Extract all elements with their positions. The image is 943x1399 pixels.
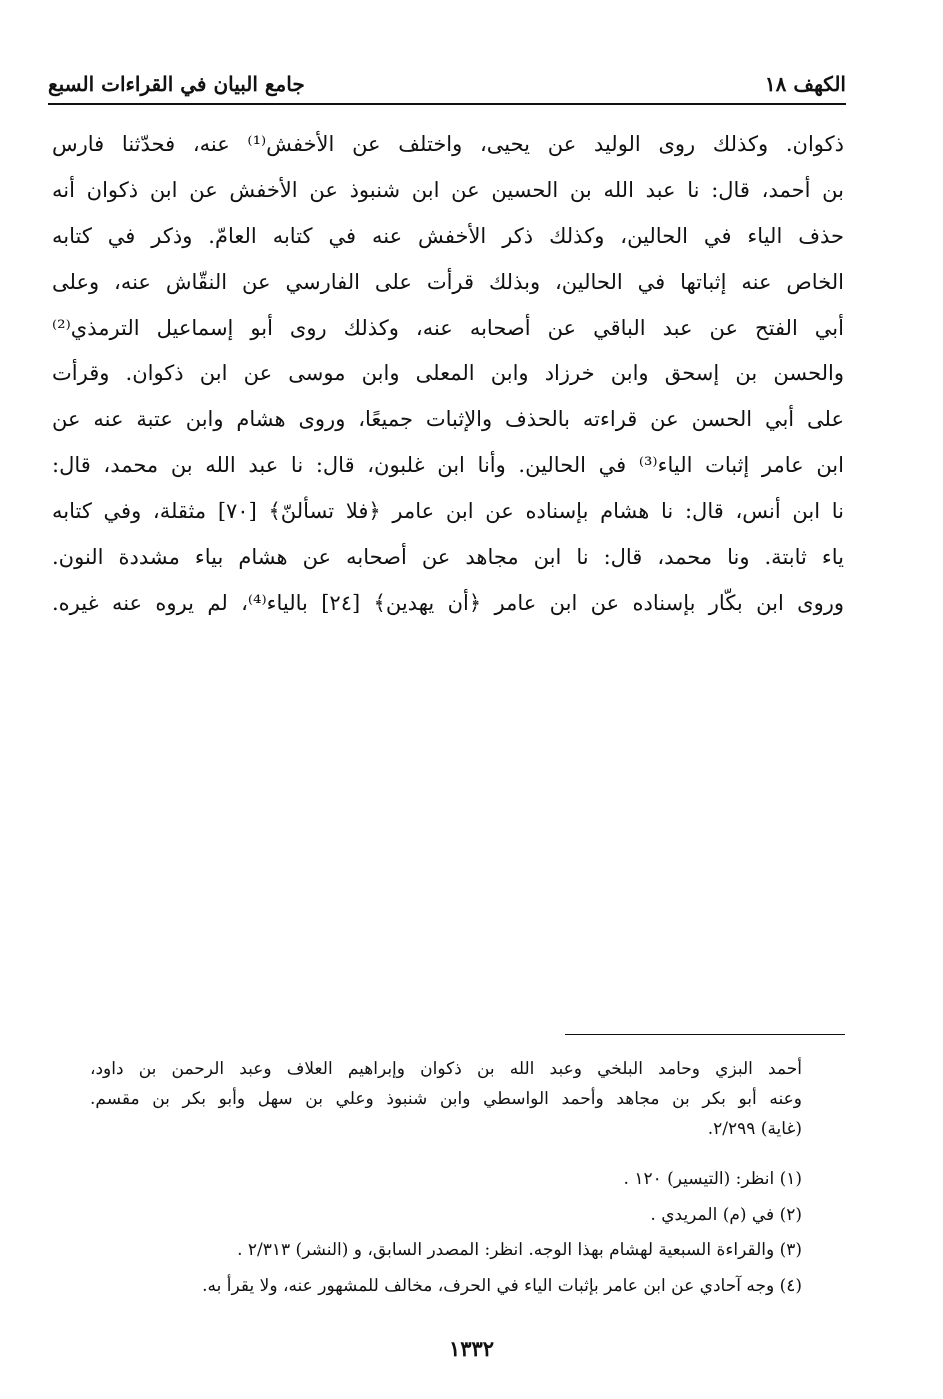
main-text	[52, 122, 844, 627]
text-line: والحسن بن إسحق وابن خرزاد وابن المعلى وابن موسى عن ابن ذكوان. وقرأت	[52, 361, 844, 386]
footnote-rule	[565, 1034, 845, 1035]
text-line: ذكوان. وكذلك روى الوليد عن يحيى، واختلف عن الأخفش⁽¹⁾ عنه، فحدّثنا فارس	[52, 132, 844, 156]
page-number: ١٣٣٢	[448, 1336, 495, 1361]
footnote-1: (١) انظر: (التيسير) ١٢٠ .	[623, 1169, 802, 1189]
running-header	[48, 62, 846, 102]
footnote-2: (٢) في (م) المريدي .	[650, 1204, 802, 1225]
text-line: حذف الياء في الحالين، وكذلك ذكر الأخفش عنه في كتابه العامّ. وذكر في كتابه	[52, 223, 844, 248]
footnote-4: (٤) وجه آحادي عن ابن عامر بإثبات الياء في الحرف، مخالف للمشهور عنه، ولا يقرأ به.	[202, 1275, 802, 1296]
text-line: نا ابن أنس، قال: نا هشام بإسناده عن ابن عامر ﴿فلا تسألنّ﴾ [٧٠] مثقلة، وفي كتابه	[52, 499, 845, 524]
footnotes	[90, 1162, 802, 1304]
book-title: جامع البيان في القراءات السبع	[48, 72, 305, 96]
footnote-line: أحمد البزي وحامد البلخي وعبد الله بن ذكوان وإبراهيم العلاف وعبد الرحمن بن داود،	[90, 1059, 802, 1079]
footnote-continuation	[90, 1054, 802, 1144]
footnote-line: وعنه أبو بكر بن مجاهد وأحمد الواسطي وابن شنبوذ وعلي بن سهل وأبو بكر بن مقسم.	[90, 1089, 802, 1109]
text-line: على أبي الحسن عن قراءته بالحذف والإثبات جميعًا، وروى هشام وابن عتبة عنه عن	[52, 407, 844, 432]
text-line: ابن عامر إثبات الياء⁽³⁾ في الحالين. وأنا ابن غلبون، قال: نا عبد الله بن محمد، قال:	[52, 453, 844, 478]
text-line: بن أحمد، قال: نا عبد الله بن الحسين عن ابن شنبوذ عن الأخفش عن ابن ذكوان أنه	[52, 177, 844, 202]
surah-page-label: الكهف ١٨	[764, 72, 846, 96]
footnote-3: (٣) والقراءة السبعية لهشام بهذا الوجه. انظر: المصدر السابق، و (النشر) ٢/٣١٣ .	[237, 1240, 802, 1260]
header-rule	[48, 103, 846, 105]
footnote-line: (غاية) ٢/٢٩٩.	[707, 1119, 802, 1139]
text-line: وروى ابن بكّار بإسناده عن ابن عامر ﴿أن يهدين﴾ [٢٤] بالياء⁽⁴⁾، لم يروه عنه غيره.	[52, 590, 845, 615]
text-line: أبي الفتح عن عبد الباقي عن أصحابه عنه، وكذلك روى أبو إسماعيل الترمذي⁽²⁾	[52, 315, 844, 340]
text-line: ياء ثابتة. ونا محمد، قال: نا ابن مجاهد عن أصحابه عن هشام بياء مشددة النون.	[52, 545, 844, 570]
text-line: الخاص عنه إثباتها في الحالين، وبذلك قرأت على الفارسي عن النقّاش عنه، وعلى	[52, 269, 844, 294]
